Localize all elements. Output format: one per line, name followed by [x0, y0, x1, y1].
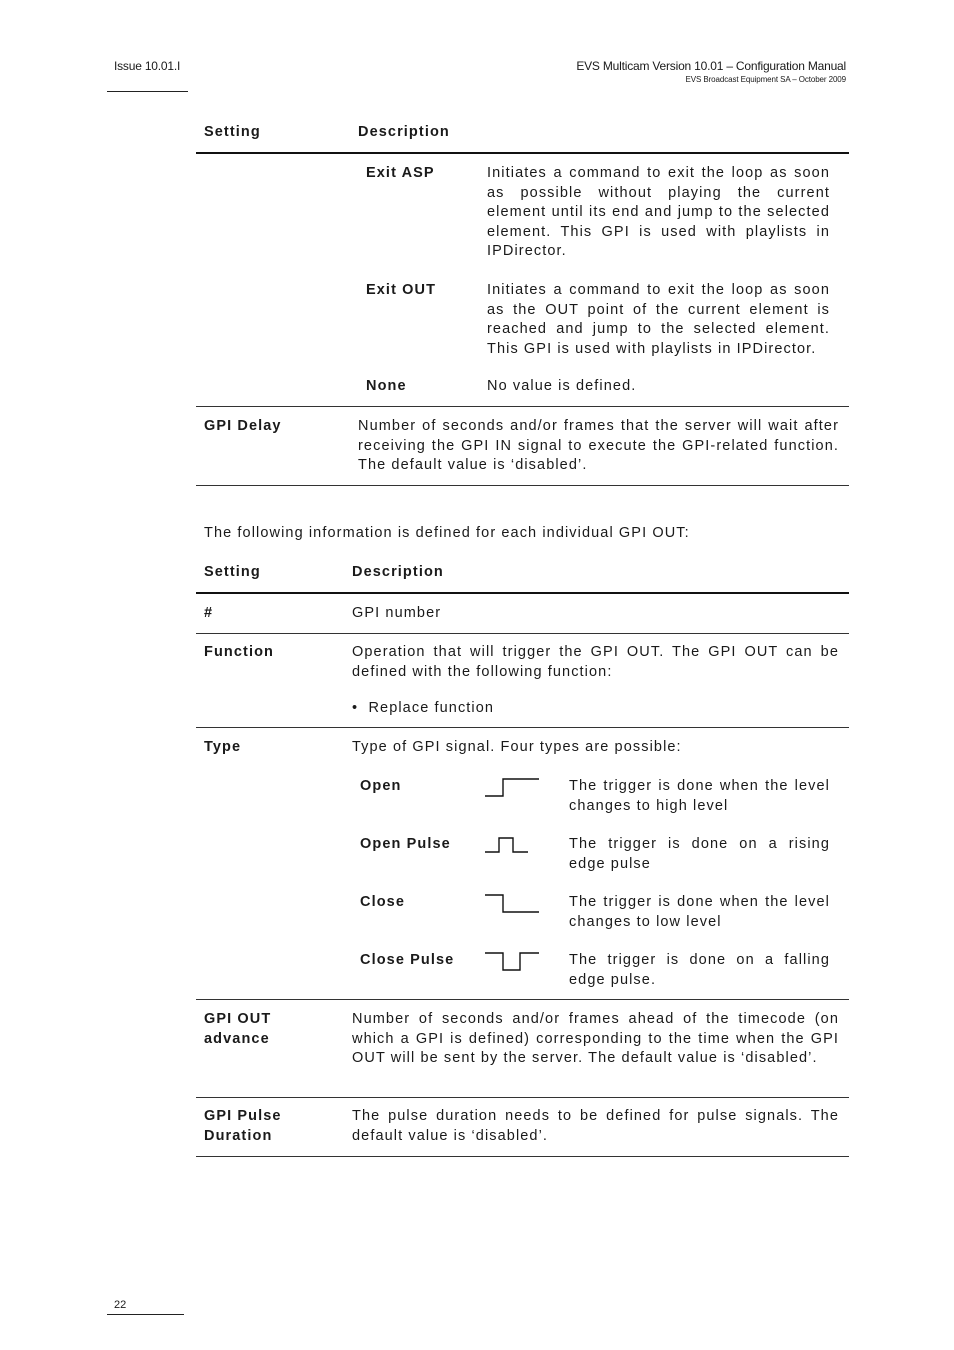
- option-text-exit-asp: Initiates a command to exit the loop as soon as possible without playing the current element until its end and jump to the selected element. This GPI is used with playlists in IPDirector.: [487, 165, 830, 259]
- gpi-number-description: GPI number: [352, 605, 442, 621]
- table2-header-rule: [196, 592, 849, 594]
- function-description: Operation that will trigger the GPI OUT. The GPI OUT can be defined with the following function:: [352, 644, 839, 680]
- gpi-out-advance-setting: [204, 1010, 271, 1049]
- gpi-delay-setting: GPI Delay: [204, 418, 282, 434]
- table2-col-setting: Setting: [204, 564, 261, 580]
- table2-col-description: Description: [352, 564, 444, 580]
- open-signal-icon: [484, 776, 540, 798]
- type-text-open-pulse: The trigger is done on a rising edge pulse: [569, 836, 830, 872]
- table1-header-rule: [196, 152, 849, 154]
- function-bullet-item: [352, 699, 494, 719]
- type-text-close: The trigger is done when the level changes to low level: [569, 894, 830, 930]
- table2-bottom-rule: [196, 1156, 849, 1157]
- gpi-delay-description: Number of seconds and/or frames that the server will wait after receiving the GPI IN signal to execute the GPI-related function. The default value is ‘disabled’.: [358, 418, 839, 473]
- gpi-pulse-duration-setting: [204, 1107, 282, 1146]
- manual-subtitle: EVS Broadcast Equipment SA – October 2009: [685, 75, 846, 84]
- gpi-pulse-duration-setting-line1: GPI Pulse: [204, 1108, 282, 1124]
- close-signal-icon: [484, 892, 540, 914]
- gpi-out-advance-setting-line2: advance: [204, 1030, 270, 1047]
- type-text-close-pulse: The trigger is done on a falling edge pulse.: [569, 952, 830, 988]
- intro-paragraph: The following information is defined for each individual GPI OUT:: [204, 525, 690, 541]
- type-text-open: The trigger is done when the level changes to high level: [569, 778, 830, 814]
- table2-row-rule-1: [196, 633, 849, 634]
- gpi-pulse-duration-setting-line2: Duration: [204, 1127, 273, 1144]
- close-pulse-signal-icon: [484, 950, 540, 972]
- option-name-none: None: [366, 378, 407, 394]
- option-name-exit-out: Exit OUT: [366, 282, 437, 298]
- table1-bottom-rule: [196, 485, 849, 486]
- option-text-none: No value is defined.: [487, 378, 637, 394]
- header-rule: [107, 91, 188, 92]
- gpi-out-advance-description: Number of seconds and/or frames ahead of the timecode (on which a GPI is defined) corresponding to the time when the GPI OUT will be sent by the server. The default value is ‘disabled’.: [352, 1011, 839, 1066]
- gpi-number-setting: #: [204, 605, 214, 621]
- function-setting: Function: [204, 644, 275, 660]
- type-description: Type of GPI signal. Four types are possible:: [352, 739, 682, 755]
- function-bullet-text: Replace function: [368, 700, 495, 716]
- table1-col-description: Description: [358, 124, 450, 140]
- table1-col-setting: Setting: [204, 124, 261, 140]
- option-name-exit-asp: Exit ASP: [366, 165, 435, 181]
- page-number: 22: [114, 1299, 127, 1311]
- type-name-open: Open: [360, 778, 402, 794]
- table2-row-rule-3: [196, 999, 849, 1000]
- option-text-exit-out: Initiates a command to exit the loop as soon as the OUT point of the current element is reached and jump to the selected element. This GPI is used with playlists in IPDirector.: [487, 282, 830, 357]
- manual-title: EVS Multicam Version 10.01 – Configuration Manual: [576, 59, 846, 73]
- open-pulse-signal-icon: [484, 834, 540, 856]
- table1-row-rule: [196, 406, 849, 407]
- issue-label: Issue 10.01.I: [114, 59, 181, 73]
- type-name-close-pulse: Close Pulse: [360, 952, 455, 968]
- gpi-out-advance-setting-line1: GPI OUT: [204, 1011, 272, 1027]
- type-name-open-pulse: Open Pulse: [360, 836, 451, 852]
- gpi-pulse-duration-description: The pulse duration needs to be defined for pulse signals. The default value is ‘disabled’.: [352, 1108, 839, 1144]
- type-name-close: Close: [360, 894, 405, 910]
- table2-row-rule-2: [196, 727, 849, 728]
- bullet-icon: •: [352, 700, 359, 716]
- type-setting: Type: [204, 739, 242, 755]
- table2-row-rule-4: [196, 1097, 849, 1098]
- footer-rule: [107, 1314, 184, 1315]
